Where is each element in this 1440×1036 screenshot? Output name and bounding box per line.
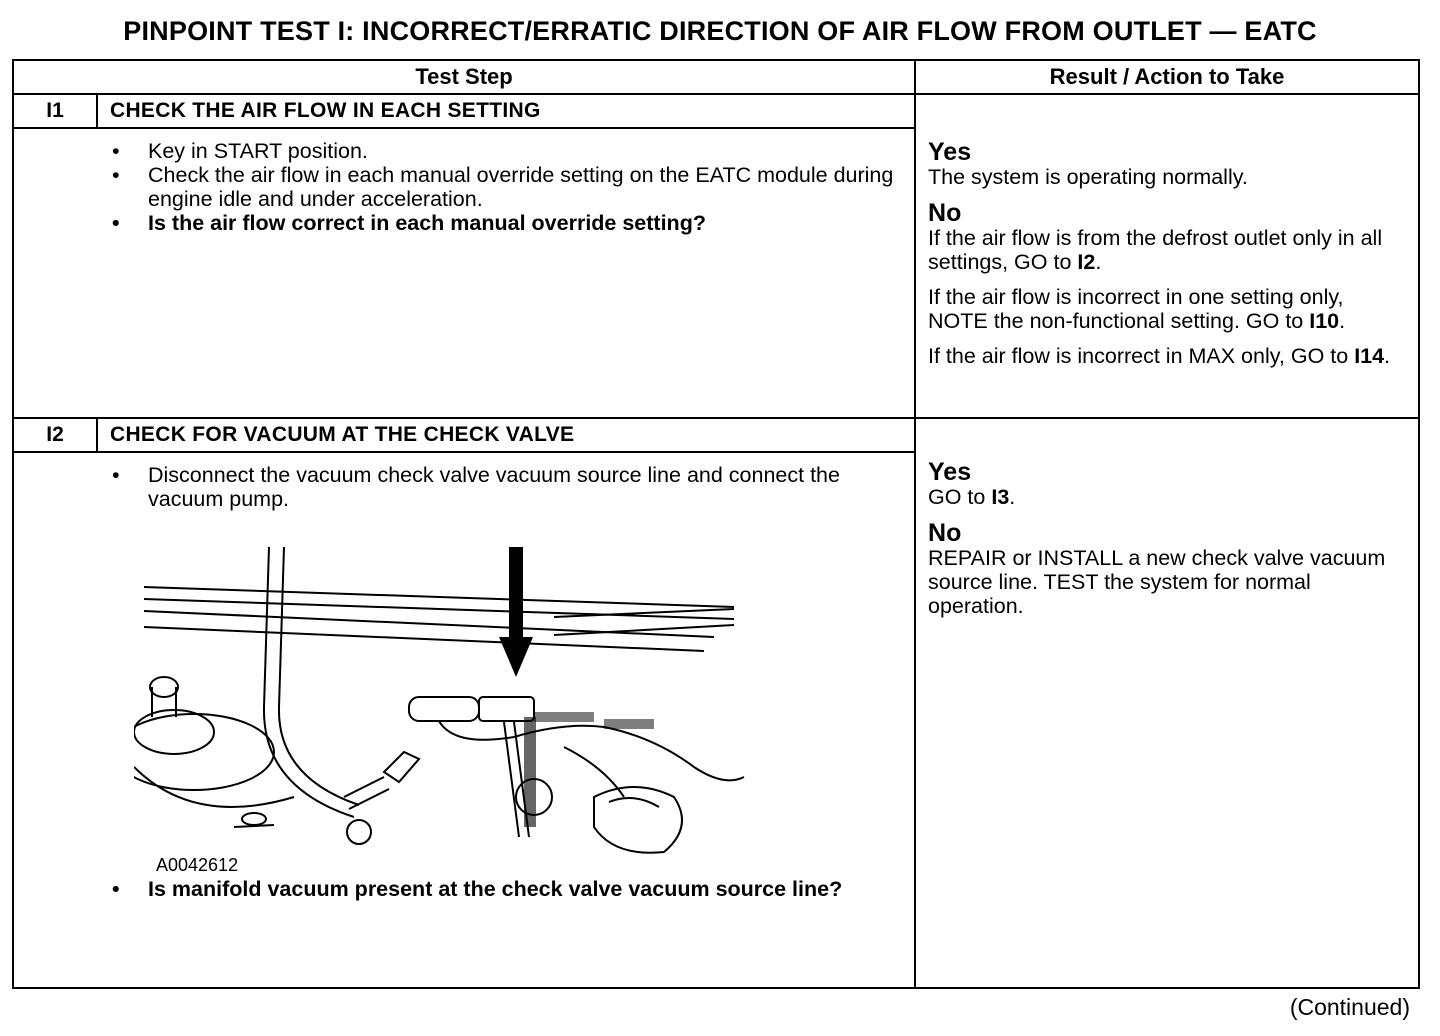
yes-text: GO to I3. <box>928 485 1016 509</box>
step-id: I1 <box>13 94 97 128</box>
step-body <box>13 128 915 418</box>
step-result-cell <box>915 418 1419 988</box>
step-heading: CHECK FOR VACUUM AT THE CHECK VALVE <box>97 418 915 452</box>
no-label: No <box>928 199 962 227</box>
engine-compartment-drawing <box>134 547 754 857</box>
page-title: PINPOINT TEST I: INCORRECT/ERRATIC DIRECTION OF AIR FLOW FROM OUTLET — EATC <box>123 16 1317 46</box>
step-question: • Is manifold vacuum present at the check valve vacuum source line? <box>148 877 904 901</box>
step-heading-row <box>13 418 1419 452</box>
list-item: • Disconnect the vacuum check valve vacuum source line and connect the vacuum pump. <box>148 463 904 511</box>
no-item: If the air flow is incorrect in one setting only, NOTE the non-functional setting. GO to I10. <box>928 285 1346 333</box>
no-text: REPAIR or INSTALL a new check valve vacuum source line. TEST the system for normal operation. <box>928 546 1386 618</box>
continued-label: (Continued) <box>1289 994 1410 1020</box>
list-item: • Check the air flow in each manual override setting on the EATC module during engine idle and under acceleration. <box>148 163 904 211</box>
step-bullets <box>14 139 904 235</box>
step-bullets <box>14 463 904 511</box>
no-item: If the air flow is from the defrost outlet only in all settings, GO to I2. <box>928 226 1383 274</box>
pinpoint-test-table <box>12 59 1420 989</box>
table-header-row <box>13 60 1419 94</box>
step-question-list <box>14 877 904 901</box>
yes-text: The system is operating normally. <box>928 165 1248 189</box>
list-item: • Key in START position. <box>148 139 904 163</box>
step-question: • Is the air flow correct in each manual override setting? <box>148 211 904 235</box>
engine-vacuum-illustration <box>134 547 754 877</box>
step-body <box>13 452 915 988</box>
yes-label: Yes <box>928 138 972 166</box>
no-label: No <box>928 519 962 547</box>
step-result-cell <box>915 94 1419 418</box>
step-heading-row <box>13 94 1419 128</box>
step-id: I2 <box>13 418 97 452</box>
step-heading: CHECK THE AIR FLOW IN EACH SETTING <box>97 94 915 128</box>
test-step-header: Test Step <box>13 60 915 94</box>
no-item: If the air flow is incorrect in MAX only, GO to I14. <box>928 344 1391 368</box>
yes-label: Yes <box>928 458 972 486</box>
figure-caption: A0042612 <box>156 855 239 875</box>
result-header: Result / Action to Take <box>915 60 1419 94</box>
